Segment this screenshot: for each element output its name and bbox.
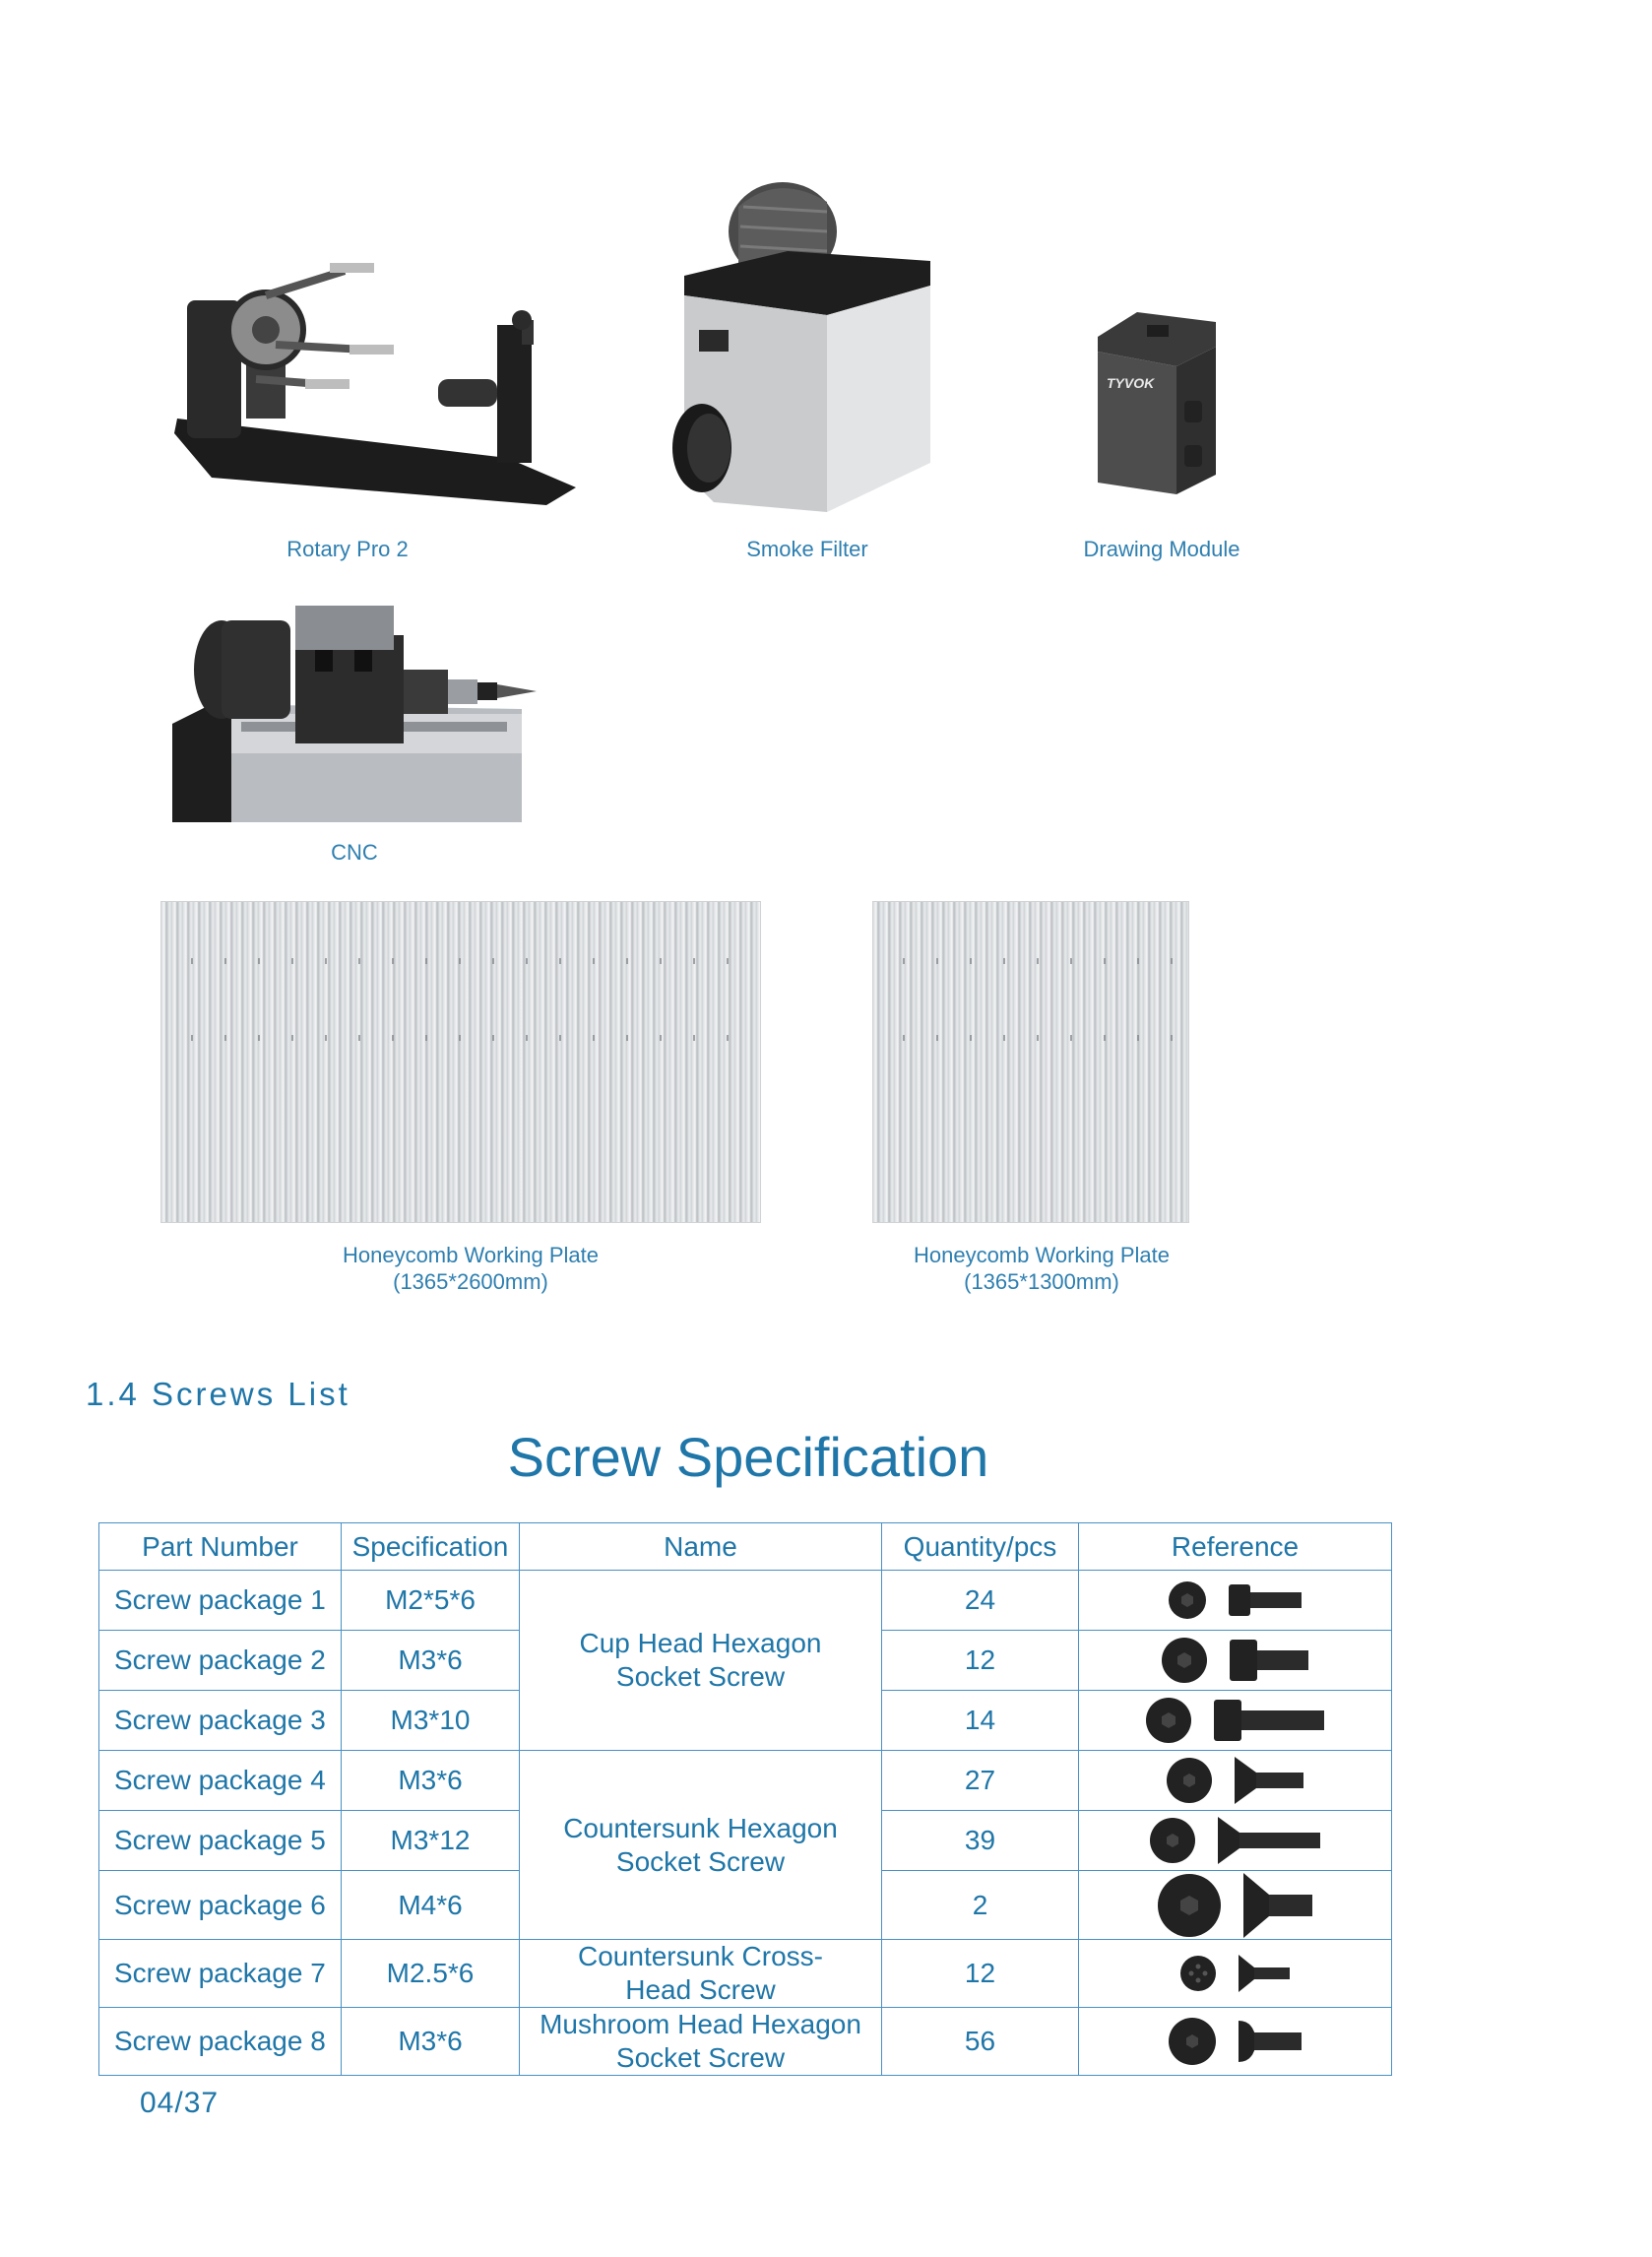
reference-cell	[1079, 2008, 1392, 2076]
rotary-pro-2-caption: Rotary Pro 2	[286, 537, 409, 561]
drawing-module-image	[1093, 307, 1221, 494]
table-row	[99, 1940, 1392, 2008]
name-line: Cup Head Hexagon	[579, 1628, 822, 1658]
smoke-filter-caption: Smoke Filter	[746, 537, 868, 561]
reference-cell	[1079, 1571, 1392, 1631]
header-specification: Specification	[342, 1523, 520, 1571]
countersunk-hex-screw-top-icon	[1149, 1817, 1196, 1864]
table-header-row	[99, 1523, 1392, 1571]
countersunk-hex-screw-side-icon	[1235, 1757, 1305, 1804]
qty-cell: 27	[882, 1751, 1079, 1811]
cup-head-screw-side-icon	[1230, 1638, 1310, 1683]
header-part-number: Part Number	[99, 1523, 342, 1571]
table-row	[99, 2008, 1392, 2076]
header-reference: Reference	[1079, 1523, 1392, 1571]
part-number-cell: Screw package 7	[99, 1940, 342, 2008]
plate-small-size: (1365*1300mm)	[964, 1269, 1119, 1294]
countersunk-cross-screw-side-icon	[1239, 1955, 1292, 1992]
header-quantity: Quantity/pcs	[882, 1523, 1079, 1571]
name-line: Head Screw	[625, 1974, 776, 2005]
table-row	[99, 1751, 1392, 1811]
part-number-cell: Screw package 2	[99, 1631, 342, 1691]
name-cell-mushroom-head	[520, 2008, 882, 2076]
cup-head-screw-side-icon	[1229, 1582, 1303, 1618]
name-cell-cup-head	[520, 1571, 882, 1751]
cup-head-screw-side-icon	[1214, 1698, 1326, 1743]
reference-cell	[1079, 1631, 1392, 1691]
name-line: Countersunk Cross-	[578, 1941, 823, 1971]
name-line: Countersunk Hexagon	[563, 1812, 838, 1843]
spec-cell: M2*5*6	[342, 1571, 520, 1631]
spec-cell: M3*12	[342, 1811, 520, 1871]
plate-large-title: Honeycomb Working Plate	[342, 1243, 600, 1267]
qty-cell: 2	[882, 1871, 1079, 1940]
section-heading: 1.4 Screws List	[86, 1376, 350, 1412]
page-number: 04/37	[140, 2087, 220, 2119]
reference-cell	[1079, 1691, 1392, 1751]
name-line: Socket Screw	[615, 2042, 786, 2073]
plate-small-title: Honeycomb Working Plate	[913, 1243, 1171, 1267]
part-number-cell: Screw package 6	[99, 1871, 342, 1940]
qty-cell: 14	[882, 1691, 1079, 1751]
honeycomb-plate-large-caption	[313, 1242, 628, 1295]
reference-cell	[1079, 1751, 1392, 1811]
cup-head-screw-top-icon	[1168, 1580, 1207, 1620]
smoke-filter-image	[669, 177, 945, 512]
name-line: Mushroom Head Hexagon	[540, 2009, 861, 2039]
honeycomb-plate-large-image	[160, 901, 761, 1223]
cup-head-screw-top-icon	[1161, 1637, 1208, 1684]
cnc-image	[172, 596, 546, 827]
qty-cell: 12	[882, 1940, 1079, 2008]
cup-head-screw-top-icon	[1145, 1697, 1192, 1744]
countersunk-hex-screw-top-icon	[1166, 1757, 1213, 1804]
spec-cell: M2.5*6	[342, 1940, 520, 2008]
reference-cell	[1079, 1871, 1392, 1940]
qty-cell: 39	[882, 1811, 1079, 1871]
tyvok-logo: TYVOK	[1107, 375, 1155, 391]
honeycomb-plate-small-caption	[884, 1242, 1199, 1295]
reference-cell	[1079, 1811, 1392, 1871]
name-cell-countersunk-hex	[520, 1751, 882, 1940]
part-number-cell: Screw package 3	[99, 1691, 342, 1751]
honeycomb-plate-small-image	[872, 901, 1189, 1223]
header-name: Name	[520, 1523, 882, 1571]
rotary-pro-2-image	[172, 251, 586, 507]
name-cell-countersunk-cross	[520, 1940, 882, 2008]
name-line: Socket Screw	[615, 1845, 786, 1877]
part-number-cell: Screw package 4	[99, 1751, 342, 1811]
cnc-caption: CNC	[331, 840, 378, 865]
drawing-module-caption: Drawing Module	[1083, 537, 1240, 561]
screw-table	[98, 1522, 1392, 2076]
countersunk-hex-screw-top-icon	[1157, 1873, 1222, 1938]
spec-cell: M3*10	[342, 1691, 520, 1751]
spec-title: Screw Specification	[507, 1426, 989, 1488]
countersunk-cross-screw-top-icon	[1179, 1955, 1217, 1992]
part-number-cell: Screw package 8	[99, 2008, 342, 2076]
countersunk-hex-screw-side-icon	[1218, 1817, 1322, 1864]
spec-cell: M3*6	[342, 1751, 520, 1811]
qty-cell: 24	[882, 1571, 1079, 1631]
part-number-cell: Screw package 5	[99, 1811, 342, 1871]
plate-large-size: (1365*2600mm)	[393, 1269, 548, 1294]
qty-cell: 56	[882, 2008, 1079, 2076]
spec-cell: M3*6	[342, 1631, 520, 1691]
table-row	[99, 1571, 1392, 1631]
qty-cell: 12	[882, 1631, 1079, 1691]
mushroom-head-screw-top-icon	[1168, 2017, 1217, 2066]
spec-cell: M3*6	[342, 2008, 520, 2076]
part-number-cell: Screw package 1	[99, 1571, 342, 1631]
mushroom-head-screw-side-icon	[1239, 2019, 1303, 2064]
name-line: Socket Screw	[615, 1661, 786, 1692]
spec-cell: M4*6	[342, 1871, 520, 1940]
reference-cell	[1079, 1940, 1392, 2008]
countersunk-hex-screw-side-icon	[1243, 1873, 1314, 1938]
